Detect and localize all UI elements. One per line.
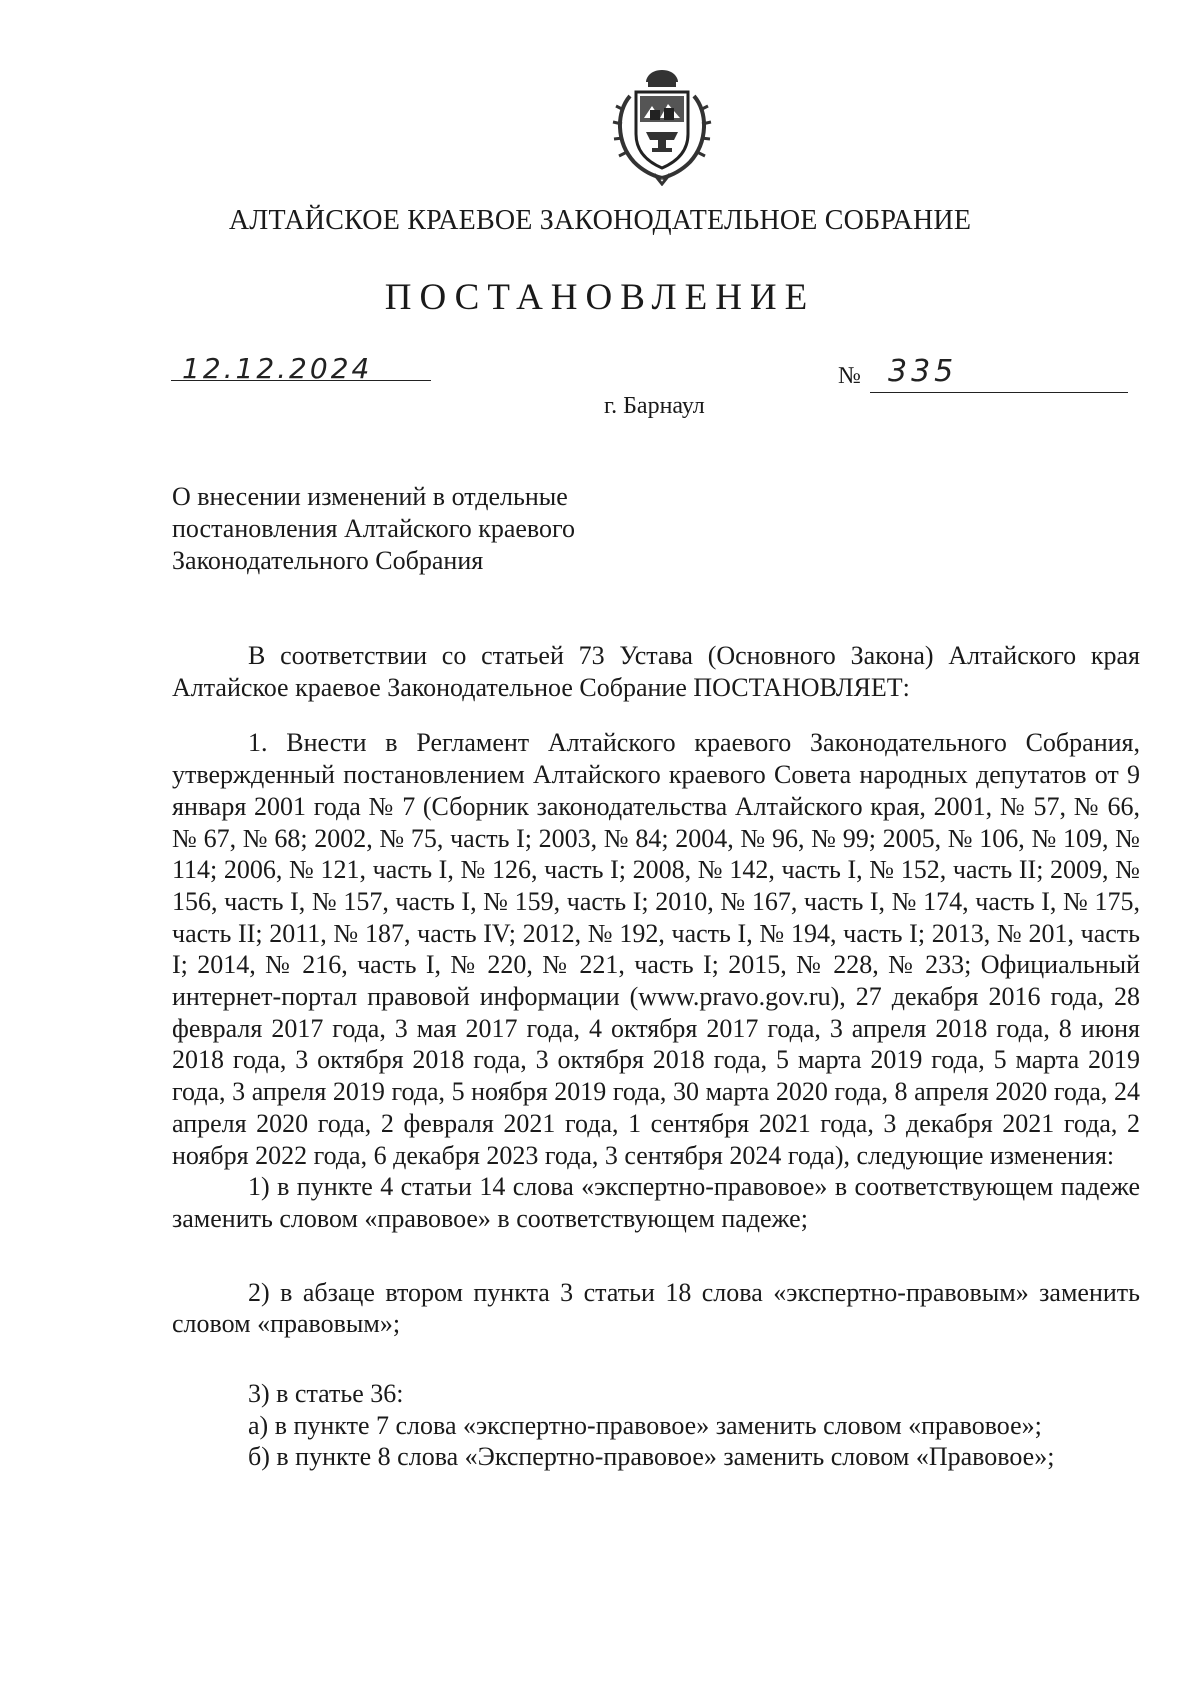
coat-of-arms-icon [600, 62, 724, 186]
subitem-3-paragraph: 3) в статье 36: [248, 1379, 404, 1409]
subitem-1-paragraph: 1) в пункте 4 статьи 14 слова «экспертно-правовое» в соответствующем падеже заменить словом «правовое» в соответствующем падеже; [172, 1172, 1140, 1233]
handwritten-number: 335 [888, 354, 958, 389]
subject-line: О внесении изменений в отдельные [172, 482, 568, 511]
document-type-title: ПОСТАНОВЛЕНИЕ [384, 277, 816, 318]
subitem-3a-paragraph: а) в пункте 7 слова «экспертно-правовое» заменить словом «правовое»; [248, 1410, 1042, 1440]
number-sign: № [838, 363, 861, 389]
date-underline [171, 380, 431, 381]
handwritten-date: 12.12.2024 [182, 352, 373, 385]
document-body [172, 640, 1140, 1473]
subject-line: Законодательного Собрания [172, 546, 484, 575]
number-underline [870, 392, 1128, 393]
document-subject [172, 481, 692, 577]
organization-name: АЛТАЙСКОЕ КРАЕВОЕ ЗАКОНОДАТЕЛЬНОЕ СОБРАНИЕ [228, 205, 972, 236]
subitem-2-paragraph: 2) в абзаце втором пункта 3 статьи 18 слова «экспертно-правовым» заменить словом «правовым»; [172, 1277, 1140, 1339]
preamble-paragraph: В соответствии со статьей 73 Устава (Основного Закона) Алтайского края Алтайское краевое Законодательное Собрание ПОСТАНОВЛЯЕТ: [172, 641, 1140, 702]
subitem-3b-paragraph: б) в пункте 8 слова «Экспертно-правовое» заменить словом «Правовое»; [248, 1442, 1055, 1472]
subject-line: постановления Алтайского краевого [172, 514, 576, 543]
city-label: г. Барнаул [604, 393, 705, 419]
item-1-paragraph: 1. Внести в Регламент Алтайского краевого Законодательного Собрания, утвержденный постановлением Алтайского краевого Совета народных депутатов от 9 января 2001 года № 7 (Сборник законодательства Алтайского края, 2001, № 57, № 66, № 67, № 68; 2002, № 75, часть I; 2003, № 84; 2004, № 96, № 99; 2005, № 106, № 109, № 114; 2006, № 121, часть I, № 126, часть I; 2008, № 142, часть I, № 152, часть II; 2009, № 156, часть I, № 157, часть I, № 159, часть I; 2010, № 167, часть I, № 174, часть I, № 175, часть II; 2011, № 187, часть IV; 2012, № 192, часть I, № 194, часть I; 2013, № 201, часть I; 2014, № 216, часть I, № 220, № 221, часть I; 2015, № 228, № 233; Официальный интернет-портал правовой информации (www.pravo.gov.ru), 27 декабря 2016 года, 28 февраля 2017 года, 3 мая 2017 года, 4 октября 2017 года, 3 апреля 2018 года, 8 июня 2018 года, 3 октября 2018 года, 3 октября 2018 года, 5 марта 2019 года, 5 марта 2019 года, 3 апреля 2019 года, 5 ноября 2019 года, 30 марта 2020 года, 8 апреля 2020 года, 24 апреля 2020 года, 2 февраля 2021 года, 1 сентября 2021 года, 3 декабря 2021 года, 2 ноября 2022 года, 6 декабря 2023 года, 3 сентября 2024 года), следующие изменения: [172, 728, 1140, 1170]
